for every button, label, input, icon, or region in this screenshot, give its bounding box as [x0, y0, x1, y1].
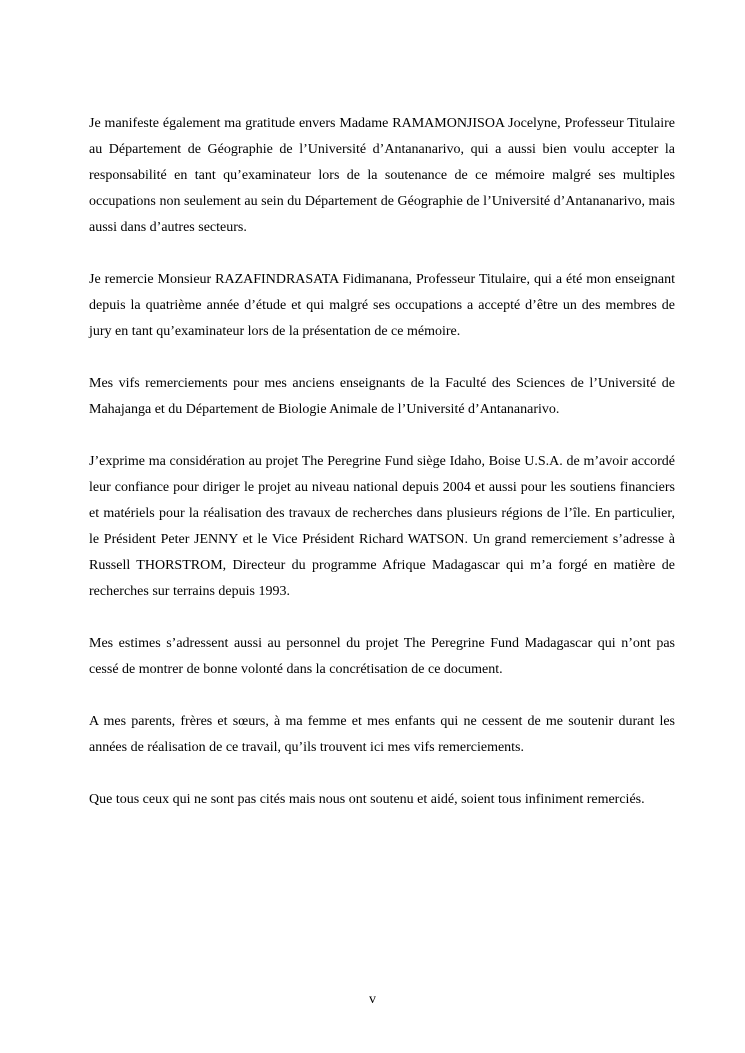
paragraph-thanks-teachers: Mes vifs remerciements pour mes anciens enseignants de la Faculté des Sciences de l’Université de Mahajanga et du Département de Biologie Animale de l’Université d’Antananarivo. [89, 376, 675, 417]
paragraph-thanks-razafindrasata: Je remercie Monsieur RAZAFINDRASATA Fidimanana, Professeur Titulaire, qui a été mon enseignant depuis la quatrième année d’étude et qui malgré ses occupations a accepté d’être un des membres de jury en tant qu’examinateur lors de la présentation de ce mémoire. [89, 272, 675, 339]
paragraph-all-others: Que tous ceux qui ne sont pas cités mais nous ont soutenu et aidé, soient tous infiniment remerciés. [89, 792, 645, 807]
paragraph-peregrine-staff: Mes estimes s’adressent aussi au personnel du projet The Peregrine Fund Madagascar qui n’ont pas cessé de montrer de bonne volonté dans la concrétisation de ce document. [89, 636, 675, 677]
paragraph-gratitude-ramamonjisoa: Je manifeste également ma gratitude envers Madame RAMAMONJISOA Jocelyne, Professeur Titulaire au Département de Géographie de l’Université d’Antananarivo, qui a aussi bien voulu accepter la responsabilité en tant qu’examinateur lors de la soutenance de ce mémoire malgré ses multiples occupations non seulement au sein du Département de Géographie de l’Université d’Antananarivo, mais aussi dans d’autres secteurs. [89, 116, 675, 235]
document-body [89, 111, 675, 839]
paragraph-family: A mes parents, frères et sœurs, à ma femme et mes enfants qui ne cessent de me soutenir durant les années de réalisation de ce travail, qu’ils trouvent ici mes vifs remerciements. [89, 714, 675, 755]
page-number: v [369, 992, 376, 1007]
paragraph-peregrine-fund: J’exprime ma considération au projet The Peregrine Fund siège Idaho, Boise U.S.A. de m’avoir accordé leur confiance pour diriger le projet au niveau national depuis 2004 et aussi pour les soutiens financiers et matériels pour la réalisation des travaux de recherches dans plusieurs régions de l’île. En particulier, le Président Peter JENNY et le Vice Président Richard WATSON. Un grand remerciement s’adresse à Russell THORSTROM, Directeur du programme Afrique Madagascar qui m’a forgé en matière de recherches sur terrains depuis 1993. [89, 454, 675, 599]
